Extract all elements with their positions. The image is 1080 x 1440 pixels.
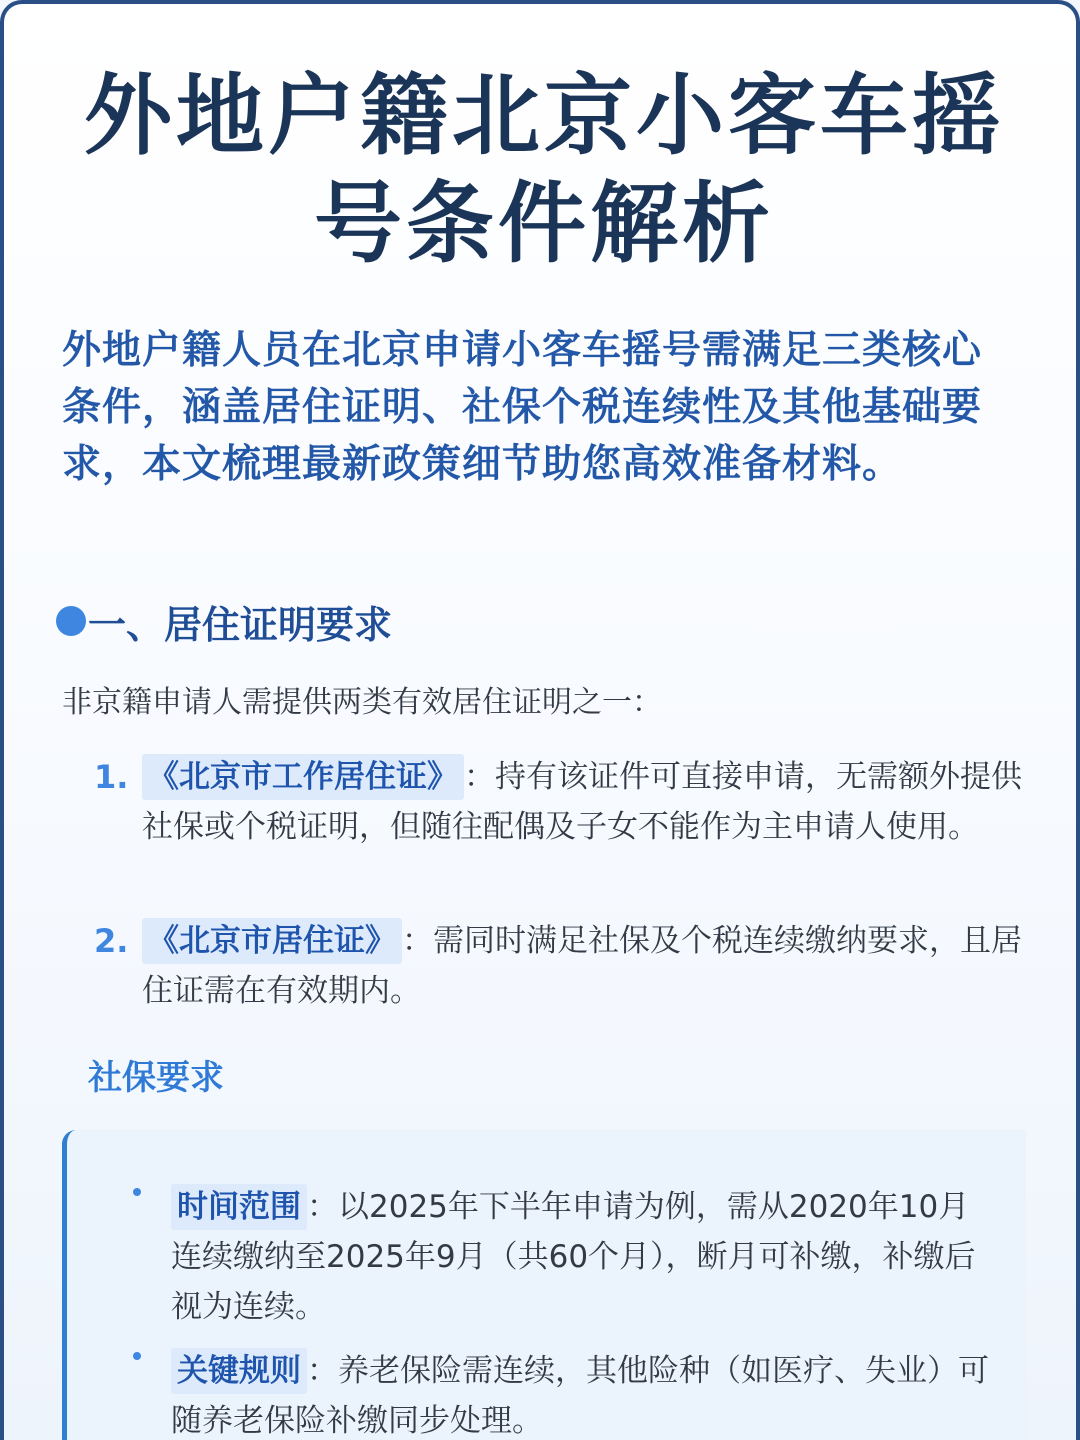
item-text: ：以2025年下半年申请为例，需从2020年10月连续缴纳至2025年9月（共60个月），断月可补缴，补缴后视为连续。 <box>171 1189 976 1325</box>
section-title: 一、居住证明要求 <box>88 602 393 647</box>
bullet-dot-icon <box>56 606 86 636</box>
bullet-icon <box>133 1352 141 1360</box>
page-title: 外地户籍北京小客车摇号条件解析 <box>83 64 1004 275</box>
highlight-term: 时间范围 <box>171 1184 307 1230</box>
section-heading <box>56 596 392 646</box>
residence-list <box>94 752 1024 852</box>
highlight-term: 《北京市居住证》 <box>142 918 402 964</box>
item-text: ：需同时满足社保及个税连续缴纳要求，且居住证需在有效期内。 <box>142 923 1022 1009</box>
section-lead: 非京籍申请人需提供两类有效居住证明之一： <box>62 685 662 720</box>
subsection-title: 社保要求 <box>88 1058 224 1098</box>
item-text: ：持有该证件可直接申请，无需额外提供社保或个税证明，但随往配偶及子女不能作为主申请人使用。 <box>142 759 1022 845</box>
item-number: 1. <box>94 758 129 796</box>
highlight-term: 《北京市工作居住证》 <box>142 754 464 800</box>
list-item <box>133 1346 993 1440</box>
info-card <box>62 1130 1026 1440</box>
item-text: ：养老保险需连续，其他险种（如医疗、失业）可随养老保险补缴同步处理。 <box>171 1353 989 1439</box>
list-item <box>133 1182 993 1332</box>
highlight-term: 关键规则 <box>171 1348 307 1394</box>
bullet-icon <box>133 1188 141 1196</box>
residence-list-2 <box>94 916 1024 1016</box>
list-item <box>94 752 1024 852</box>
list-item <box>94 916 1024 1016</box>
bullet-list <box>133 1182 993 1440</box>
intro-summary: 外地户籍人员在北京申请小客车摇号需满足三类核心条件，涵盖居住证明、社保个税连续性及其他基础要求，本文梳理最新政策细节助您高效准备材料。 <box>62 328 983 487</box>
item-number: 2. <box>94 922 129 960</box>
